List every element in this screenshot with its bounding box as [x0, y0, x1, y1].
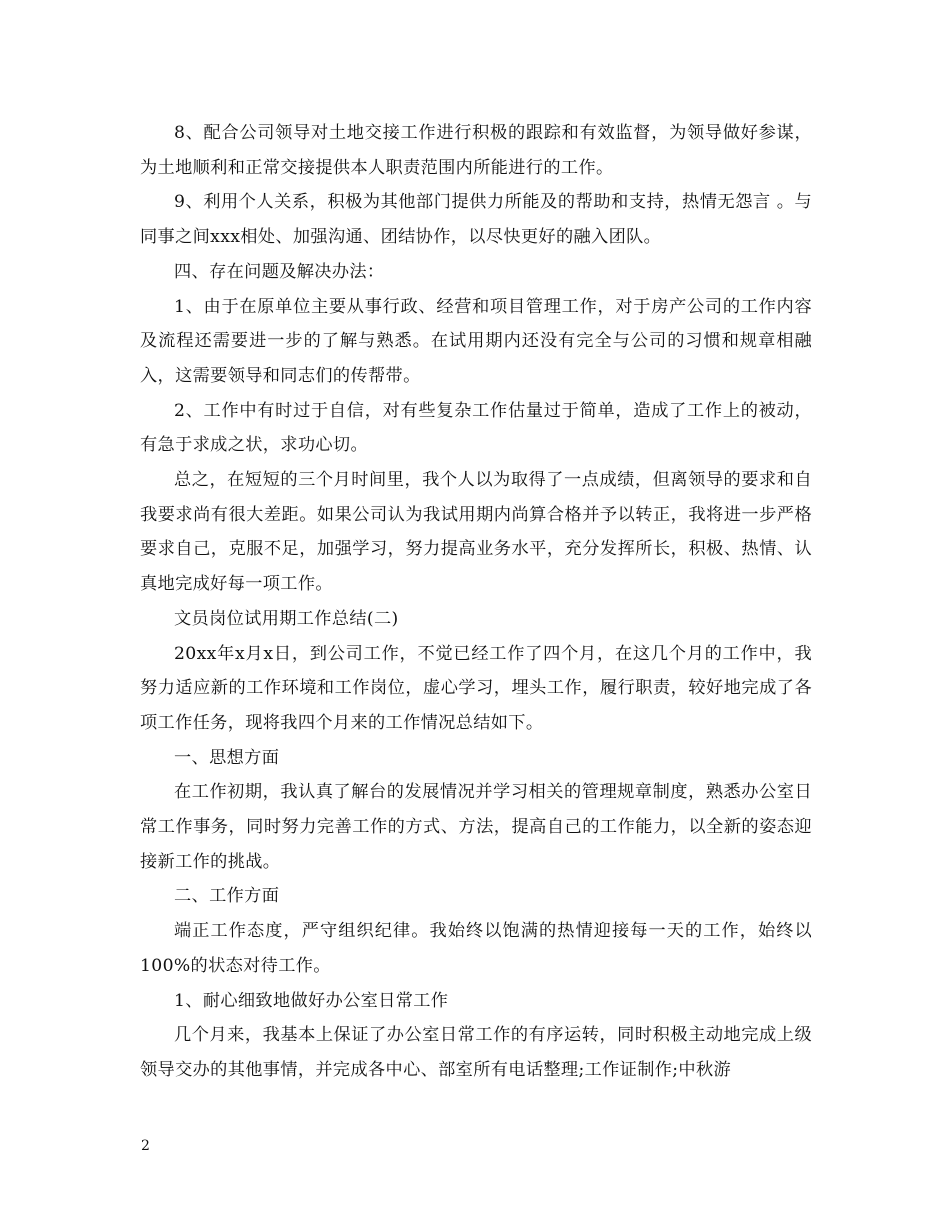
section-heading-problems: 四、存在问题及解决办法：: [174, 261, 385, 282]
paragraph-office-work: 几个月来，我基本上保证了办公室日常工作的有序运转，同时积极主动地完成上级领导交办的其他事情，并完成各中心、部室所有电话整理;工作证制作;中秋游: [140, 1025, 812, 1080]
subheading-office-work: 1、耐心细致地做好办公室日常工作: [174, 990, 449, 1011]
section-heading-thought: 一、思想方面: [174, 747, 280, 768]
document-title-two: 文员岗位试用期工作总结(二): [174, 608, 399, 629]
paragraph-problem-2: 2、工作中有时过于自信，对有些复杂工作估量过于简单，造成了工作上的被动，有急于求成之状，求功心切。: [140, 400, 812, 456]
document-body: [140, 116, 812, 1088]
paragraph-item-8: 8、配合公司领导对土地交接工作进行积极的跟踪和有效监督，为领导做好参谋，为土地顺利和正常交接提供本人职责范围内所能进行的工作。: [140, 123, 812, 178]
paragraph-thought: 在工作初期，我认真了解台的发展情况并学习相关的管理规章制度，熟悉办公室日常工作事务，同时努力完善工作的方式、方法，提高自己的工作能力，以全新的姿态迎接新工作的挑战。: [140, 782, 812, 872]
section-heading-work: 二、工作方面: [174, 886, 280, 907]
paragraph-problem-1: 1、由于在原单位主要从事行政、经营和项目管理工作，对于房产公司的工作内容及流程还需要进一步的了解与熟悉。在试用期内还没有完全与公司的习惯和规章相融入，这需要领导和同志们的传帮带。: [140, 296, 812, 386]
paragraph-work-attitude: 端正工作态度，严守组织纪律。我始终以饱满的热情迎接每一天的工作，始终以100%的状态对待工作。: [140, 921, 812, 976]
paragraph-conclusion: 总之，在短短的三个月时间里，我个人以为取得了一点成绩，但离领导的要求和自我要求尚有很大差距。如果公司认为我试用期内尚算合格并予以转正，我将进一步严格要求自己，克服不足，加强学习，努力提高业务水平，充分发挥所长，积极、热情、认真地完成好每一项工作。: [140, 470, 812, 595]
paragraph-intro: 20xx年x月x日，到公司工作，不觉已经工作了四个月，在这几个月的工作中，我努力适应新的工作环境和工作岗位，虚心学习，埋头工作，履行职责，较好地完成了各项工作任务，现将我四个月来的工作情况总结如下。: [140, 643, 812, 733]
page-number: 2: [141, 1138, 150, 1154]
paragraph-item-9: 9、利用个人关系，积极为其他部门提供力所能及的帮助和支持，热情无怨言 。与同事之间xxx相处、加强沟通、团结协作，以尽快更好的融入团队。: [140, 192, 812, 248]
